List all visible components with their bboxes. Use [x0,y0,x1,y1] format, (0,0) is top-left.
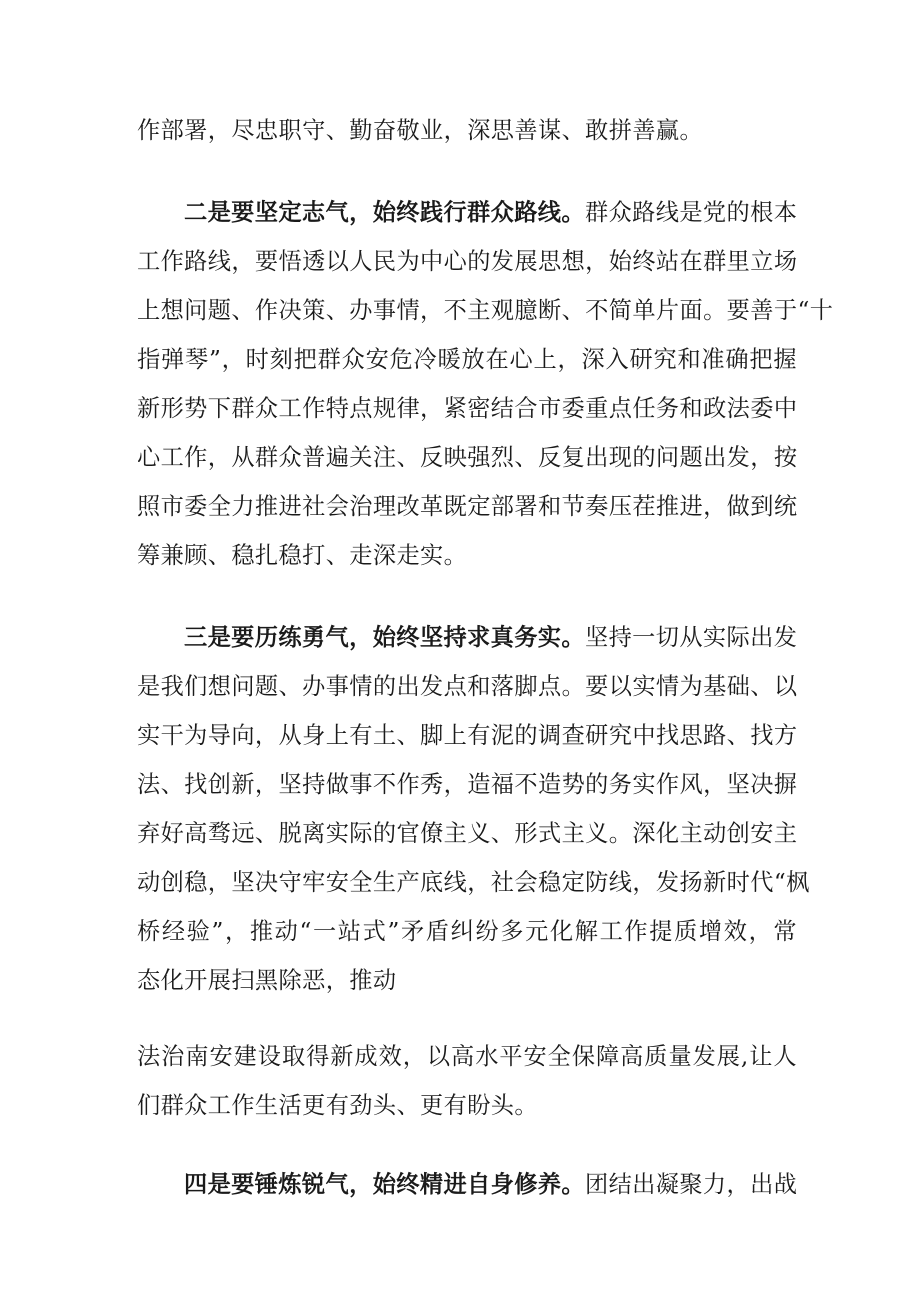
paragraph-heading: 三是要历练勇气，始终坚持求真务实。 [184,624,585,651]
paragraph-line: 筹兼顾、稳扎稳打、走深走实。 [137,542,468,569]
paragraph-line: 作部署，尽忠职守、勤奋敬业，深思善谋、敢拼善赢。 [137,117,704,144]
paragraph-text: 群众路线是党的根本 [585,199,798,226]
paragraph-line: 心工作，从群众普遍关注、反映强烈、反复出现的问题出发，按 [137,444,798,471]
paragraph-line: 上想问题、作决策、办事情，不主观臆断、不简单片面。要善于“十 [137,297,834,324]
paragraph-heading-line [184,196,797,230]
paragraph-line: 照市委全力推进社会治理改革既定部署和节奏压茬推进，做到统 [137,493,798,520]
paragraph-line: 法治南安建设取得新成效，以高水平安全保障高质量发展,让人 [137,1043,797,1070]
paragraph-line: 新形势下群众工作特点规律，紧密结合市委重点任务和政法委中 [137,395,798,422]
paragraph-text: 坚持一切从实际出发 [585,624,798,651]
paragraph-line: 工作路线，要悟透以人民为中心的发展思想，始终站在群里立场 [137,248,798,275]
paragraph-line: 是我们想问题、办事情的出发点和落脚点。要以实情为基础、以 [137,673,798,700]
paragraph-line: 实干为导向，从身上有土、脚上有泥的调查研究中找思路、找方 [137,722,798,749]
paragraph-line: 法、找创新，坚持做事不作秀，造福不造势的务实作风，坚决摒 [137,771,798,798]
paragraph-text: 团结出凝聚力，出战 [585,1171,798,1198]
paragraph-line: 动创稳，坚决守牢安全生产底线，社会稳定防线，发扬新时代“枫 [137,869,810,896]
paragraph-line: 们群众工作生活更有劲头、更有盼头。 [137,1092,538,1119]
paragraph-line: 态化开展扫黑除恶，推动 [137,967,397,994]
paragraph-heading-line [184,621,797,655]
paragraph-heading-line [184,1168,797,1202]
paragraph-line: 指弹琴”，时刻把群众安危冷暖放在心上，深入研究和准确把握 [137,346,797,373]
paragraph-heading: 二是要坚定志气，始终践行群众路线。 [184,199,585,226]
paragraph-heading: 四是要锤炼锐气，始终精进自身修养。 [184,1171,585,1198]
paragraph-line: 弃好高骛远、脱离实际的官僚主义、形式主义。深化主动创安主 [137,820,798,847]
paragraph-line: 桥经验”，推动“一站式”矛盾纠纷多元化解工作提质增效，常 [137,918,797,945]
